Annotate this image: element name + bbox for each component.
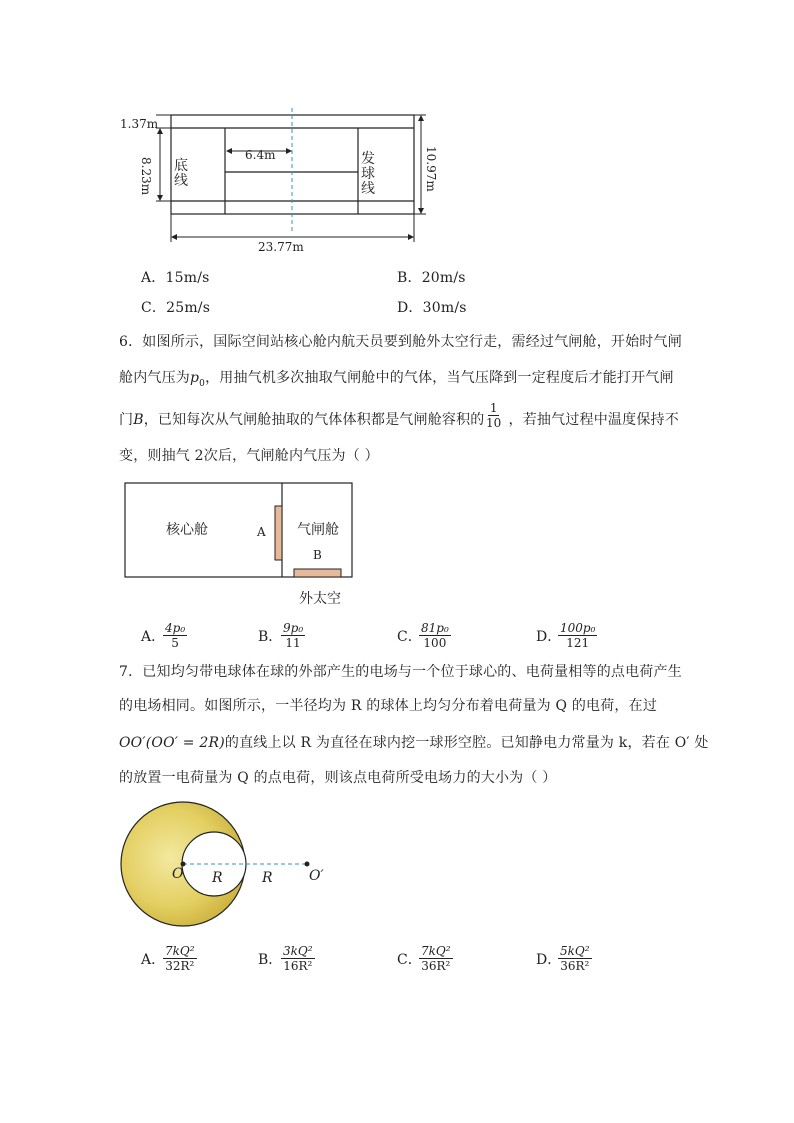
baseline-label-2: 线	[174, 173, 188, 189]
dim-23-77m: 23.77m	[258, 240, 304, 254]
q6-option-b-label: B．	[258, 629, 283, 645]
q7-option-c-label: C．	[397, 952, 422, 968]
q7-option-a-fraction: $\frac{\text{7kQ²}}{\text{32R²}}$	[165, 944, 195, 973]
q6-line-2: 舱内气压为$p_0$，用抽气机多次抽取气闸舱中的气体，当气压降到一定程度后才能打开气闸	[119, 370, 674, 389]
dim-10-97m: 10.97m	[424, 146, 438, 192]
q6-option-d-fraction: $\frac{\text{100p₀}}{121}$	[560, 621, 596, 650]
q7-option-a-label: A．	[141, 952, 166, 968]
airlock-label: 气闸舱	[297, 522, 339, 538]
serve-line-label-1: 发	[361, 151, 375, 167]
q6-option-c-label: C．	[397, 629, 422, 645]
core-module-label: 核心舱	[166, 522, 208, 538]
radius-label-2: R	[262, 870, 273, 886]
door-b-label: B	[313, 548, 322, 562]
q7-option-d-fraction: $\frac{\text{5kQ²}}{\text{36R²}}$	[560, 944, 590, 973]
dim-8-23m: 8.23m	[139, 157, 153, 196]
serve-line-label-3: 线	[361, 181, 375, 197]
q6-option-a-fraction: $\frac{\text{4p₀}}{5}$	[165, 621, 186, 650]
q6-line-1: 6．如图所示，国际空间站核心舱内航天员要到舱外太空行走，需经过气闸舱，开始时气闸	[119, 334, 682, 350]
point-o-label: O	[172, 866, 184, 882]
q7-line-1: 7．已知均匀带电球体在球的外部产生的电场与一个位于球心的、电荷量相等的点电荷产生	[119, 664, 682, 680]
q6-option-b-fraction: $\frac{\text{9p₀}}{11}$	[283, 621, 304, 650]
q7-line-3: OO′(OO′ = 2R)的直线上以 R 为直径在球内挖一球形空腔。已知静电力常量为 k，若在 O′ 处	[119, 735, 709, 751]
q6-option-c-fraction: $\frac{\text{81p₀}}{100}$	[421, 621, 449, 650]
q7-option-d-label: D．	[536, 952, 562, 968]
q7-line-4: 的放置一电荷量为 Q 的点电荷，则该点电荷所受电场力的大小为（ ）	[119, 770, 557, 786]
door-a-label: A	[257, 525, 266, 539]
p0-symbol: p	[190, 370, 200, 386]
q5-option-c: C．25m/s	[141, 300, 211, 316]
dim-6-4m: 6.4m	[245, 148, 276, 162]
one-tenth-fraction: $\frac{1}{10}$	[486, 401, 502, 430]
q5-option-b: B．20m/s	[397, 270, 466, 286]
outer-space-label: 外太空	[299, 591, 341, 607]
charged-sphere-diagram	[115, 800, 335, 940]
q6-option-d-label: D．	[536, 629, 562, 645]
q6-option-a-label: A．	[141, 629, 166, 645]
q7-option-c-fraction: $\frac{\text{7kQ²}}{\text{36R²}}$	[421, 944, 451, 973]
q6-line-3: 门B，已知每次从气闸舱抽取的气体体积都是气闸舱容积的 ，若抽气过程中温度保持不	[119, 412, 679, 428]
q5-option-d: D．30m/s	[397, 300, 467, 316]
dim-1-37m: 1.37m	[120, 117, 159, 131]
tennis-court-diagram	[110, 100, 450, 260]
serve-line-label-2: 球	[361, 166, 375, 182]
baseline-label-1: 底	[174, 158, 188, 174]
radius-label-1: R	[212, 870, 223, 886]
q6-line-4: 变，则抽气 2次后，气闸舱内气压为（ ）	[119, 448, 379, 464]
point-o-prime-label: O′	[309, 868, 324, 884]
q7-line-2: 的电场相同。如图所示，一半径均为 R 的球体上均匀分布着电荷量为 Q 的电荷，在过	[119, 698, 658, 714]
q5-option-a: A．15m/s	[141, 270, 210, 286]
q7-option-b-label: B．	[258, 952, 283, 968]
q7-option-b-fraction: $\frac{\text{3kQ²}}{\text{16R²}}$	[283, 944, 313, 973]
